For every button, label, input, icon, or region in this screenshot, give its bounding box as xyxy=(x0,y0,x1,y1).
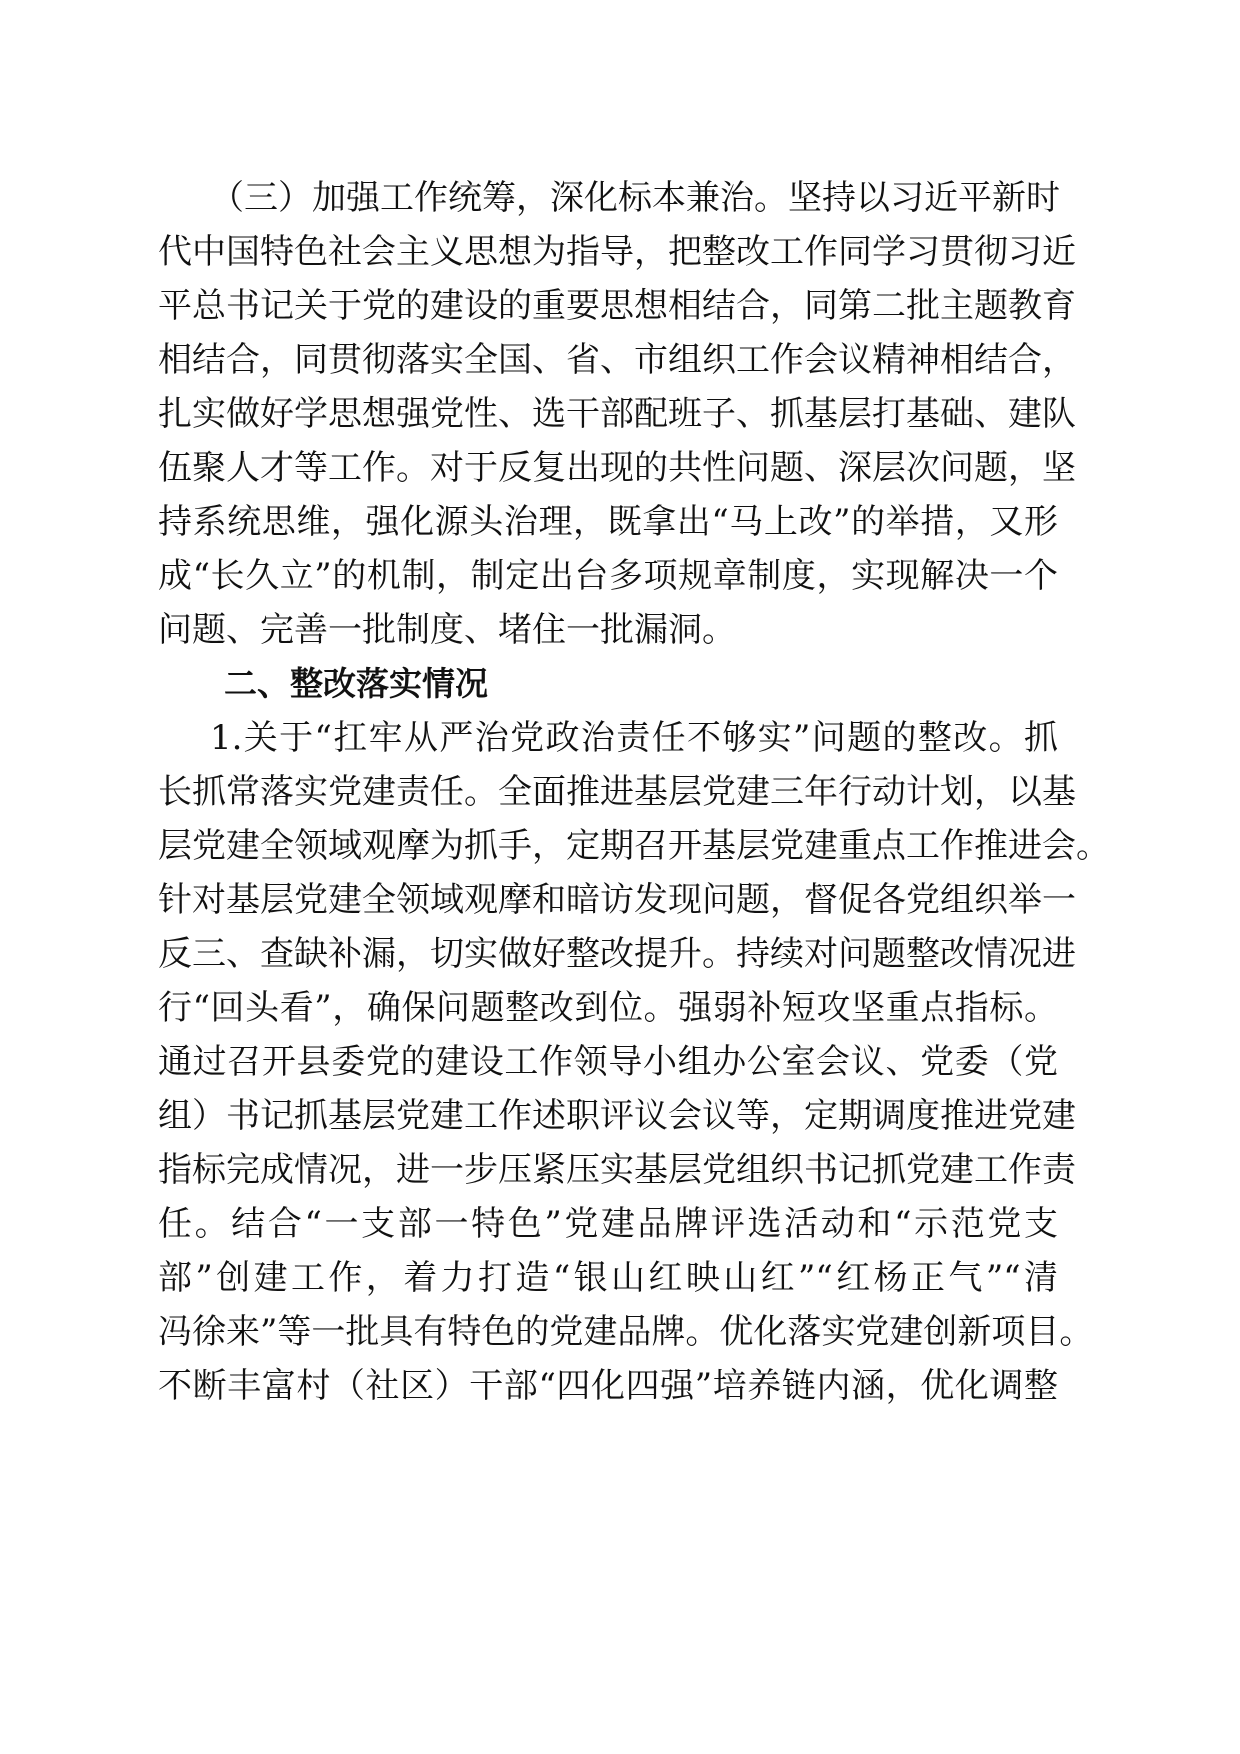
paragraph-line: 任。结合“一支部一特色”党建品牌评选活动和“示范党支 xyxy=(158,1204,1058,1244)
paragraph-line: 冯徐来”等一批具有特色的党建品牌。优化落实党建创新项目。 xyxy=(158,1312,1094,1352)
item-1-paragraph xyxy=(158,711,1110,1413)
paragraph-line: 代中国特色社会主义思想为指导，把整改工作同学习贯彻习近 xyxy=(158,232,1076,272)
paragraph-line: 问题、完善一批制度、堵住一批漏洞。 xyxy=(158,610,736,650)
paragraph-line: （三）加强工作统筹，深化标本兼治。坚持以习近平新时 xyxy=(210,178,1060,218)
paragraph-line: 指标完成情况，进一步压紧压实基层党组织书记抓党建工作责 xyxy=(158,1150,1076,1190)
paragraph-line: 平总书记关于党的建设的重要思想相结合，同第二批主题教育 xyxy=(158,286,1076,326)
paragraph-line: 持系统思维，强化源头治理，既拿出“马上改”的举措，又形 xyxy=(158,502,1058,542)
section-3-paragraph xyxy=(158,171,1076,657)
paragraph-line: 长抓常落实党建责任。全面推进基层党建三年行动计划，以基 xyxy=(158,772,1076,812)
document-body xyxy=(158,171,1110,1413)
paragraph-line: 针对基层党建全领域观摩和暗访发现问题，督促各党组织举一 xyxy=(158,880,1076,920)
paragraph-line: 部”创建工作，着力打造“银山红映山红”“红杨正气”“清 xyxy=(158,1258,1058,1298)
paragraph-line: 通过召开县委党的建设工作领导小组办公室会议、党委（党 xyxy=(158,1042,1058,1082)
paragraph-line: 相结合，同贯彻落实全国、省、市组织工作会议精神相结合， xyxy=(158,340,1076,380)
paragraph-line: 行“回头看”，确保问题整改到位。强弱补短攻坚重点指标。 xyxy=(158,988,1058,1028)
paragraph-line: 扎实做好学思想强党性、选干部配班子、抓基层打基础、建队 xyxy=(158,394,1076,434)
paragraph-line: 层党建全领域观摩为抓手，定期召开基层党建重点工作推进会。 xyxy=(158,826,1110,866)
paragraph-line: 反三、查缺补漏，切实做好整改提升。持续对问题整改情况进 xyxy=(158,934,1076,974)
paragraph-line: 伍聚人才等工作。对于反复出现的共性问题、深层次问题，坚 xyxy=(158,448,1076,488)
paragraph-line: 1.关于“扛牢从严治党政治责任不够实”问题的整改。抓 xyxy=(210,718,1058,758)
section-heading: 二、整改落实情况 xyxy=(224,664,488,703)
paragraph-line: 组）书记抓基层党建工作述职评议会议等，定期调度推进党建 xyxy=(158,1096,1076,1136)
paragraph-line: 成“长久立”的机制，制定出台多项规章制度，实现解决一个 xyxy=(158,556,1058,596)
paragraph-line: 不断丰富村（社区）干部“四化四强”培养链内涵，优化调整 xyxy=(158,1366,1058,1406)
